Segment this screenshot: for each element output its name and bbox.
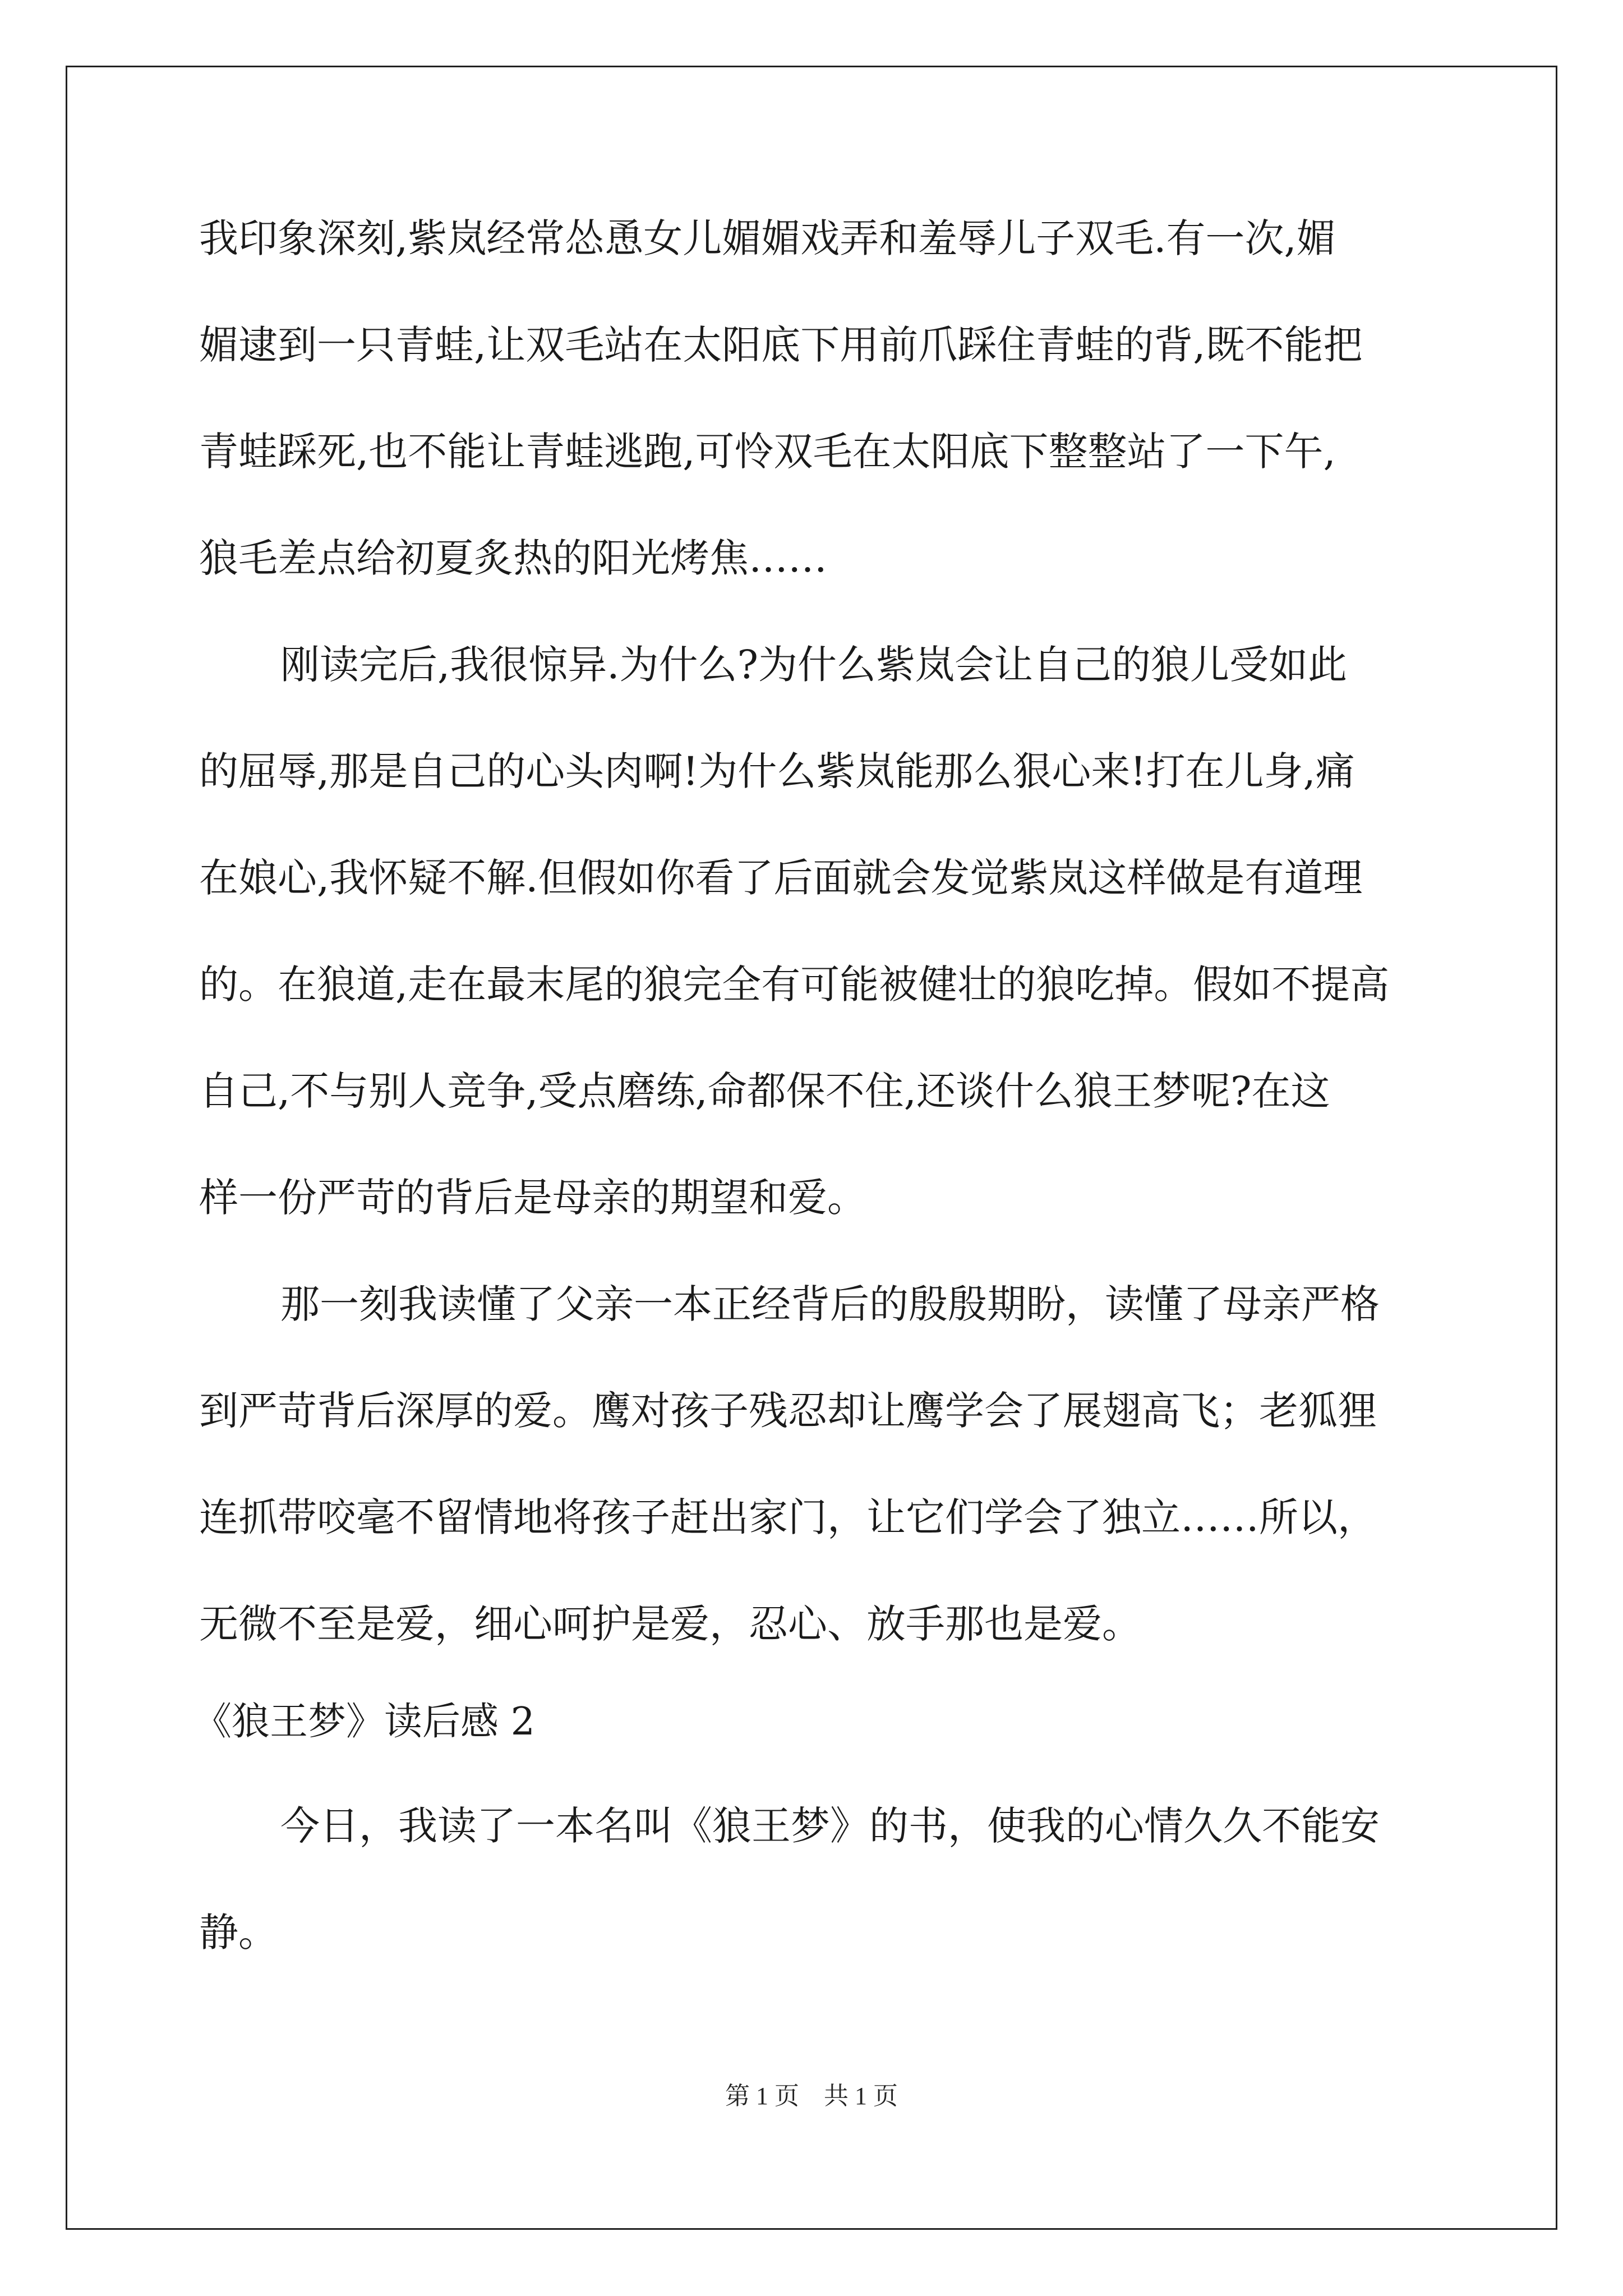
text-line: 无微不至是爱，细心呵护是爱，忍心、放手那也是爱。 (199, 1601, 1141, 1647)
text-line: 自己,不与别人竞争,受点磨练,命都保不住,还谈什么狼王梦呢?在这 (199, 1068, 1330, 1114)
paragraph-first-line: 那一刻我读懂了父亲一本正经背后的殷殷期盼，读懂了母亲严格 (280, 1281, 1380, 1327)
section-heading: 《狼王梦》读后感 2 (193, 1700, 535, 1744)
text-line: 到严苛背后深厚的爱。鹰对孩子残忍却让鹰学会了展翅高飞；老狐狸 (199, 1388, 1377, 1434)
page-number-footer: 第 1 页 共 1 页 (725, 2082, 898, 2110)
text-line: 狼毛差点给初夏炙热的阳光烤焦…… (199, 535, 827, 581)
text-line: 在娘心,我怀疑不解.但假如你看了后面就会发觉紫岚这样做是有道理 (199, 855, 1363, 901)
text-line: 的屈辱,那是自己的心头肉啊!为什么紫岚能那么狠心来!打在儿身,痛 (199, 748, 1355, 794)
text-line: 样一份严苛的背后是母亲的期望和爱。 (199, 1175, 866, 1221)
text-line: 媚逮到一只青蛙,让双毛站在太阳底下用前爪踩住青蛙的背,既不能把 (199, 322, 1363, 368)
text-line: 连抓带咬毫不留情地将孩子赶出家门，让它们学会了独立……所以， (199, 1494, 1377, 1540)
paragraph-first-line: 刚读完后,我很惊异.为什么?为什么紫岚会让自己的狼儿受如此 (280, 642, 1348, 688)
paragraph-first-line: 今日，我读了一本名叫《狼王梦》的书，使我的心情久久不能安 (280, 1803, 1380, 1849)
text-line: 的。在狼道,走在最末尾的狼完全有可能被健壮的狼吃掉。假如不提高 (199, 961, 1390, 1007)
page-border (66, 66, 1557, 2230)
text-line: 我印象深刻,紫岚经常怂恿女儿媚媚戏弄和羞辱儿子双毛.有一次,媚 (199, 215, 1336, 261)
text-line: 静。 (199, 1910, 278, 1955)
text-line: 青蛙踩死,也不能让青蛙逃跑,可怜双毛在太阳底下整整站了一下午, (199, 429, 1336, 475)
